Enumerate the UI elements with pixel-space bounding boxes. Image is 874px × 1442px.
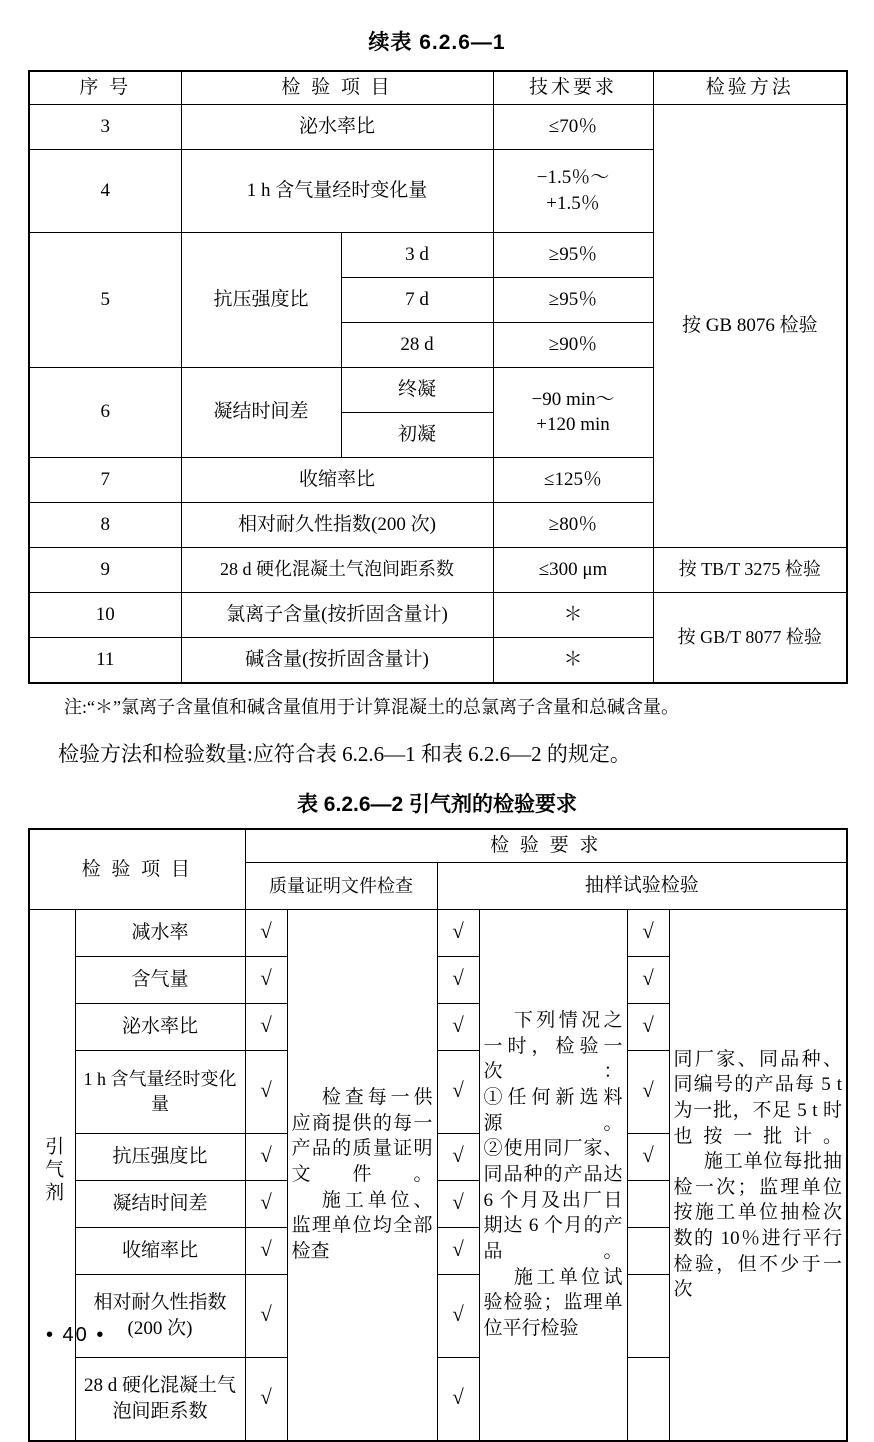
cell-item-name: 减水率 (75, 909, 245, 956)
cell-check-doc (245, 1180, 287, 1227)
cell-check-quantity (627, 1003, 669, 1050)
check-icon: √ (260, 1301, 272, 1326)
table-6-2-6-2 (28, 828, 848, 1442)
check-icon: √ (260, 1189, 272, 1214)
check-icon: √ (452, 1142, 464, 1167)
cell-no: 4 (29, 149, 181, 232)
cell-requirement: ≥90％ (493, 322, 653, 367)
check-icon: √ (452, 1189, 464, 1214)
th-method: 检验方法 (653, 71, 847, 104)
th-serial: 序 号 (29, 71, 181, 104)
cell-requirement: ≥80％ (493, 502, 653, 547)
table-note: 注:“＊”氯离子含量值和碱含量值用于计算混凝土的总氯离子含量和总碱含量。 (64, 696, 679, 717)
cell-check-sample (437, 1180, 479, 1227)
sample-condition-paragraph-2: ①任何新选料源。 (483, 1087, 623, 1134)
check-icon: √ (452, 918, 464, 943)
continued-table-title: 续表 6.2.6—1 (368, 31, 506, 54)
cell-sub-item: 初凝 (341, 412, 493, 457)
cell-sub-item: 3 d (341, 232, 493, 277)
cell-check-quantity (627, 956, 669, 1003)
cell-item-name: 抗压强度比 (75, 1133, 245, 1180)
cell-check-sample (437, 1003, 479, 1050)
check-icon: √ (452, 965, 464, 990)
cell-check-doc (245, 1357, 287, 1441)
cell-requirement: ≥95％ (493, 232, 653, 277)
cell-check-quantity (627, 1133, 669, 1180)
cell-method-gbt8077: 按 GB/T 8077 检验 (653, 592, 847, 683)
cell-item-name: 相对耐久性指数(200 次) (75, 1274, 245, 1357)
doc-check-paragraph-2: 施工单位、监理单位均全部检查 (291, 1189, 433, 1262)
check-icon: √ (260, 1012, 272, 1037)
cell-item: 1 h 含气量经时变化量 (181, 149, 493, 232)
th-sampling-test: 抽样试验检验 (437, 862, 847, 909)
req-line-1: −1.5％～ (536, 167, 610, 188)
cell-no: 6 (29, 367, 181, 457)
cell-check-quantity (627, 909, 669, 956)
check-icon: √ (260, 1077, 272, 1102)
cell-no: 3 (29, 104, 181, 149)
cell-item: 碱含量(按折固含量计) (181, 637, 493, 683)
cell-item-name: 凝结时间差 (75, 1180, 245, 1227)
cell-item: 泌水率比 (181, 104, 493, 149)
cell-check-doc (245, 1050, 287, 1133)
cell-no: 5 (29, 232, 181, 367)
check-icon: √ (260, 918, 272, 943)
table-6-2-6-2-title: 表 6.2.6—2 引气剂的检验要求 (296, 793, 578, 817)
page-number: • 40 • (46, 1324, 106, 1346)
cell-requirement: ≤70％ (493, 104, 653, 149)
cell-requirement (493, 149, 653, 232)
cell-no: 7 (29, 457, 181, 502)
cell-check-doc (245, 956, 287, 1003)
table-row (29, 829, 847, 862)
table-6-2-6-1 (28, 70, 848, 684)
cell-sub-item: 7 d (341, 277, 493, 322)
cell-sub-item: 28 d (341, 322, 493, 367)
cell-item: 氯离子含量(按折固含量计) (181, 592, 493, 637)
table-row (29, 909, 847, 956)
check-icon: √ (260, 1142, 272, 1167)
req-line-1: −90 min～ (531, 388, 615, 410)
check-icon: √ (642, 1077, 654, 1102)
sample-condition-paragraph-1: 下列情况之一时，检验一次： (483, 1010, 623, 1083)
cell-sub-item: 终凝 (341, 367, 493, 412)
th-requirement: 技术要求 (493, 71, 653, 104)
cell-item: 凝结时间差 (181, 367, 341, 457)
cell-check-doc (245, 1133, 287, 1180)
cell-check-sample (437, 1050, 479, 1133)
cell-requirement: ≤300 μm (493, 547, 653, 592)
cell-sample-quantity-text (669, 909, 847, 1441)
cell-requirement: ＊ (493, 592, 653, 637)
cell-item-name: 含气量 (75, 956, 245, 1003)
req-line-2: +1.5％ (546, 192, 600, 214)
sample-quantity-paragraph-1: 同厂家、同品种、同编号的产品每 5 t 为一批，不足 5 t 时也按一批计。 (673, 1048, 843, 1147)
cell-no: 11 (29, 637, 181, 683)
check-icon: √ (452, 1384, 464, 1409)
check-icon: √ (452, 1301, 464, 1326)
cell-requirement (493, 367, 653, 457)
cell-method-tbt3275: 按 TB/T 3275 检验 (653, 547, 847, 592)
cell-requirement: ≥95％ (493, 277, 653, 322)
table-row (29, 547, 847, 592)
check-icon: √ (642, 918, 654, 943)
cell-item: 相对耐久性指数(200 次) (181, 502, 493, 547)
cell-check-sample (437, 1133, 479, 1180)
cell-side-label-air-entraining-agent (29, 909, 75, 1441)
table-row (29, 104, 847, 149)
check-icon: √ (642, 965, 654, 990)
cell-requirement: ≤125％ (493, 457, 653, 502)
th-inspection-item: 检 验 项 目 (29, 829, 245, 909)
side-label-text: 引气剂 (42, 1136, 64, 1206)
cell-item: 抗压强度比 (181, 232, 341, 367)
th-item: 检 验 项 目 (181, 71, 493, 104)
body-paragraph: 检验方法和检验数量:应符合表 6.2.6—1 和表 6.2.6—2 的规定。 (58, 741, 631, 766)
th-document-check: 质量证明文件检查 (245, 862, 437, 909)
cell-check-quantity (627, 1227, 669, 1274)
document-page (0, 26, 874, 1422)
cell-item-name: 28 d 硬化混凝土气泡间距系数 (75, 1357, 245, 1441)
cell-item: 收缩率比 (181, 457, 493, 502)
check-icon: √ (260, 965, 272, 990)
table-row (29, 592, 847, 637)
sample-condition-paragraph-3: ②使用同厂家、同品种的产品达 6 个月及出厂日期达 6 个月的产品。 (483, 1138, 623, 1262)
sample-condition-paragraph-4: 施工单位试验检验；监理单位平行检验 (483, 1266, 623, 1339)
cell-check-sample (437, 1227, 479, 1274)
cell-doc-check-text (287, 909, 437, 1441)
cell-requirement: ＊ (493, 637, 653, 683)
cell-check-sample (437, 956, 479, 1003)
check-icon: √ (642, 1142, 654, 1167)
cell-check-quantity (627, 1050, 669, 1133)
check-icon: √ (452, 1012, 464, 1037)
doc-check-paragraph-1: 检查每一供应商提供的每一产品的质量证明文件。 (291, 1087, 433, 1185)
cell-check-sample (437, 909, 479, 956)
cell-item-name: 1 h 含气量经时变化量 (75, 1050, 245, 1133)
check-icon: √ (642, 1012, 654, 1037)
cell-item-name: 收缩率比 (75, 1227, 245, 1274)
table-row (29, 71, 847, 104)
cell-no: 8 (29, 502, 181, 547)
cell-check-quantity (627, 1357, 669, 1441)
cell-check-quantity (627, 1180, 669, 1227)
cell-check-doc (245, 1003, 287, 1050)
check-icon: √ (260, 1236, 272, 1261)
cell-no: 9 (29, 547, 181, 592)
cell-sample-condition-text (479, 909, 627, 1441)
cell-check-sample (437, 1357, 479, 1441)
sample-quantity-paragraph-2: 施工单位每批抽检一次；监理单位按施工单位抽检次数的 10％进行平行检验，但不少于一次 (673, 1151, 843, 1301)
check-icon: √ (452, 1236, 464, 1261)
check-icon: √ (452, 1077, 464, 1102)
cell-item-name: 泌水率比 (75, 1003, 245, 1050)
cell-no: 10 (29, 592, 181, 637)
req-line-2: +120 min (536, 414, 610, 436)
th-inspection-requirement: 检 验 要 求 (245, 829, 847, 862)
cell-item: 28 d 硬化混凝土气泡间距系数 (181, 547, 493, 592)
check-icon: √ (260, 1384, 272, 1409)
cell-check-doc (245, 909, 287, 956)
cell-method-gb8076: 按 GB 8076 检验 (653, 104, 847, 547)
cell-check-doc (245, 1227, 287, 1274)
